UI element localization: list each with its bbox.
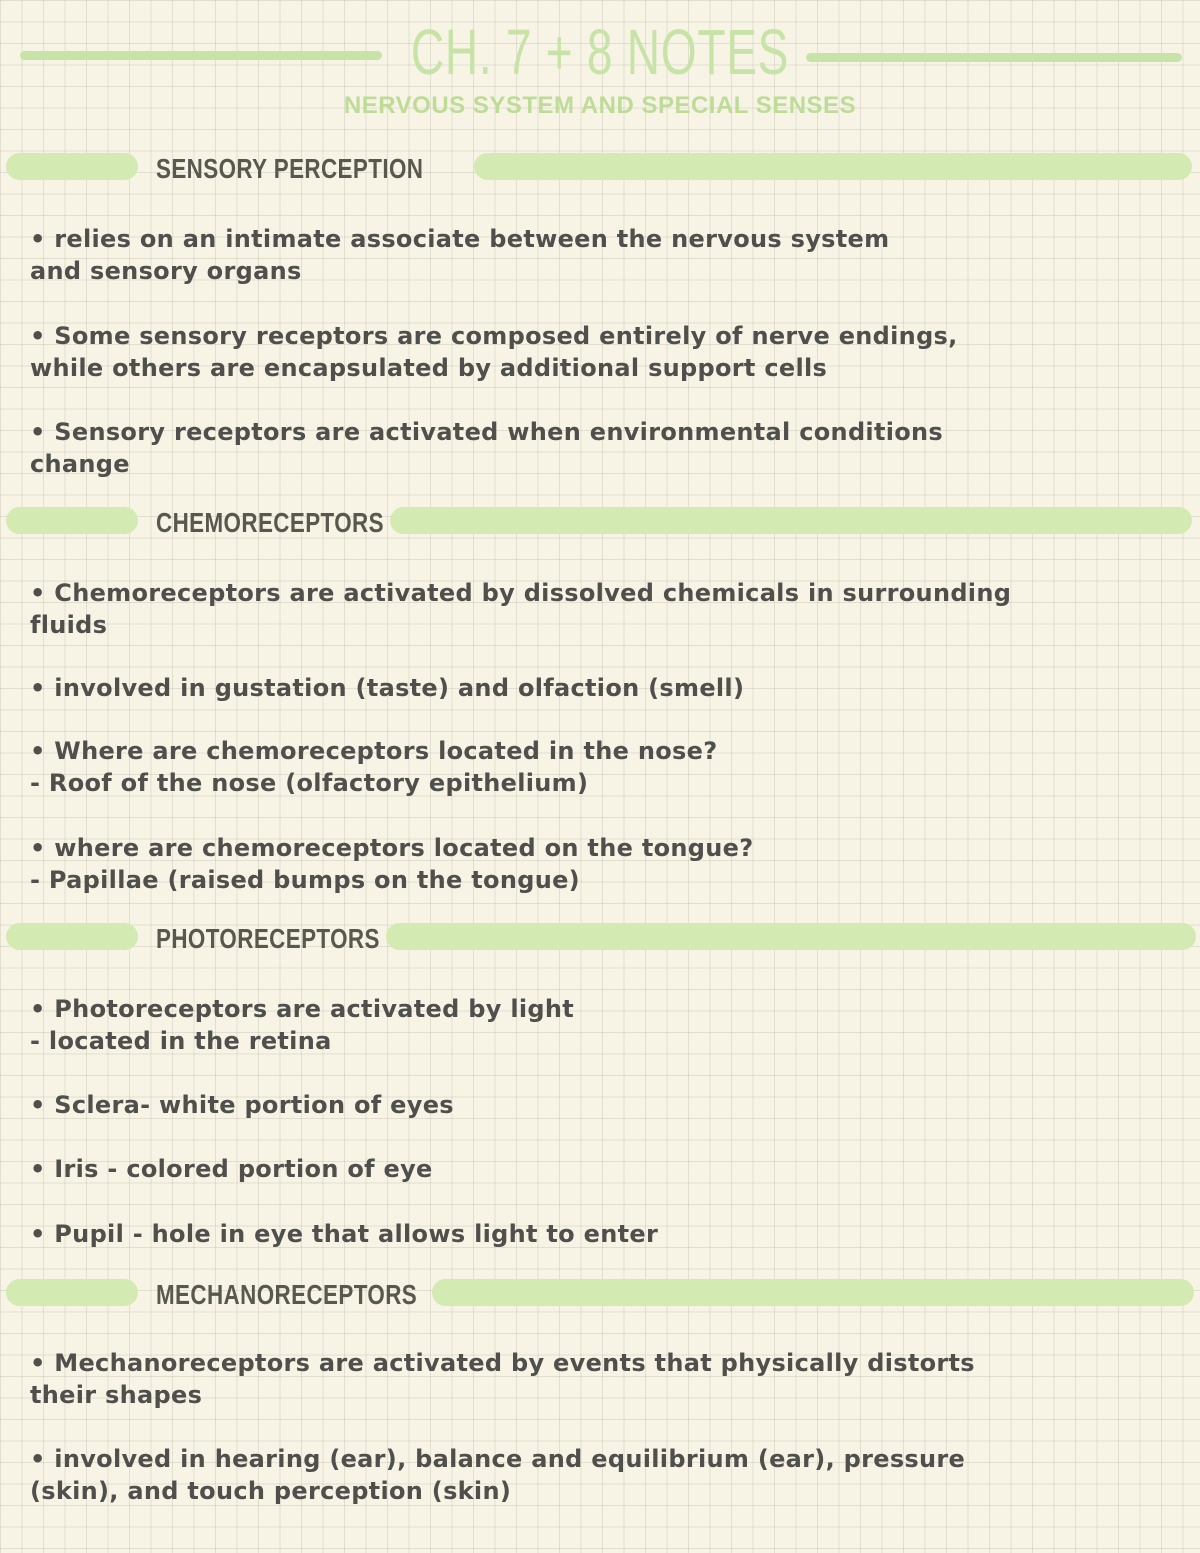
page-title: CH. 7 + 8 NOTES: [410, 16, 790, 88]
note-line: - Papillae (raised bumps on the tongue): [30, 866, 580, 894]
section-divider-right: [386, 923, 1196, 950]
note-line: while others are encapsulated by additional support cells: [30, 354, 828, 382]
section-divider-right: [474, 153, 1192, 180]
section-heading-photoreceptors: PHOTORECEPTORS: [156, 923, 380, 954]
note-item: [30, 416, 1190, 480]
note-item: [30, 1153, 1190, 1185]
section-divider-left: [6, 1279, 138, 1306]
note-line: (skin), and touch perception (skin): [30, 1477, 512, 1505]
note-item: [30, 1218, 1190, 1250]
note-line: • involved in hearing (ear), balance and equilibrium (ear), pressure: [30, 1445, 966, 1473]
section-heading-chemoreceptors: CHEMORECEPTORS: [156, 507, 384, 538]
note-item: [30, 832, 1190, 896]
note-line: • Photoreceptors are activated by light: [30, 995, 575, 1023]
note-item: [30, 672, 1190, 704]
note-line: - located in the retina: [30, 1027, 332, 1055]
note-line: • Some sensory receptors are composed entirely of nerve endings,: [30, 322, 958, 350]
note-line: • relies on an intimate associate between the nervous system: [30, 225, 890, 253]
note-line: - Roof of the nose (olfactory epithelium): [30, 769, 589, 797]
note-item: [30, 1443, 1190, 1507]
note-line: • where are chemoreceptors located on the tongue?: [30, 834, 754, 862]
note-item: [30, 1089, 1190, 1121]
note-item: [30, 577, 1190, 641]
section-heading-mechanoreceptors: MECHANORECEPTORS: [156, 1279, 418, 1310]
note-item: [30, 735, 1190, 799]
note-line: • Pupil - hole in eye that allows light to enter: [30, 1220, 659, 1248]
note-line: • Where are chemoreceptors located in the nose?: [30, 737, 718, 765]
section-heading-sensory-perception: SENSORY PERCEPTION: [156, 153, 424, 184]
section-divider-left: [6, 923, 138, 950]
section-divider-left: [6, 507, 138, 534]
section-divider-left: [6, 153, 138, 180]
note-line: • Iris - colored portion of eye: [30, 1155, 433, 1183]
section-divider-right: [432, 1279, 1194, 1306]
note-line: fluids: [30, 611, 108, 639]
note-item: [30, 320, 1190, 384]
note-item: [30, 993, 1190, 1057]
note-item: [30, 223, 1190, 287]
note-line: and sensory organs: [30, 257, 302, 285]
note-line: • Sclera- white portion of eyes: [30, 1091, 454, 1119]
note-line: change: [30, 450, 130, 478]
note-line: their shapes: [30, 1381, 203, 1409]
section-divider-right: [390, 507, 1192, 534]
note-line: • Mechanoreceptors are activated by events that physically distorts: [30, 1349, 975, 1377]
note-line: • involved in gustation (taste) and olfaction (smell): [30, 674, 745, 702]
note-line: • Chemoreceptors are activated by dissolved chemicals in surrounding: [30, 579, 1012, 607]
note-line: • Sensory receptors are activated when environmental conditions: [30, 418, 944, 446]
note-item: [30, 1347, 1190, 1411]
page-subtitle: NERVOUS SYSTEM AND SPECIAL SENSES: [343, 92, 857, 119]
